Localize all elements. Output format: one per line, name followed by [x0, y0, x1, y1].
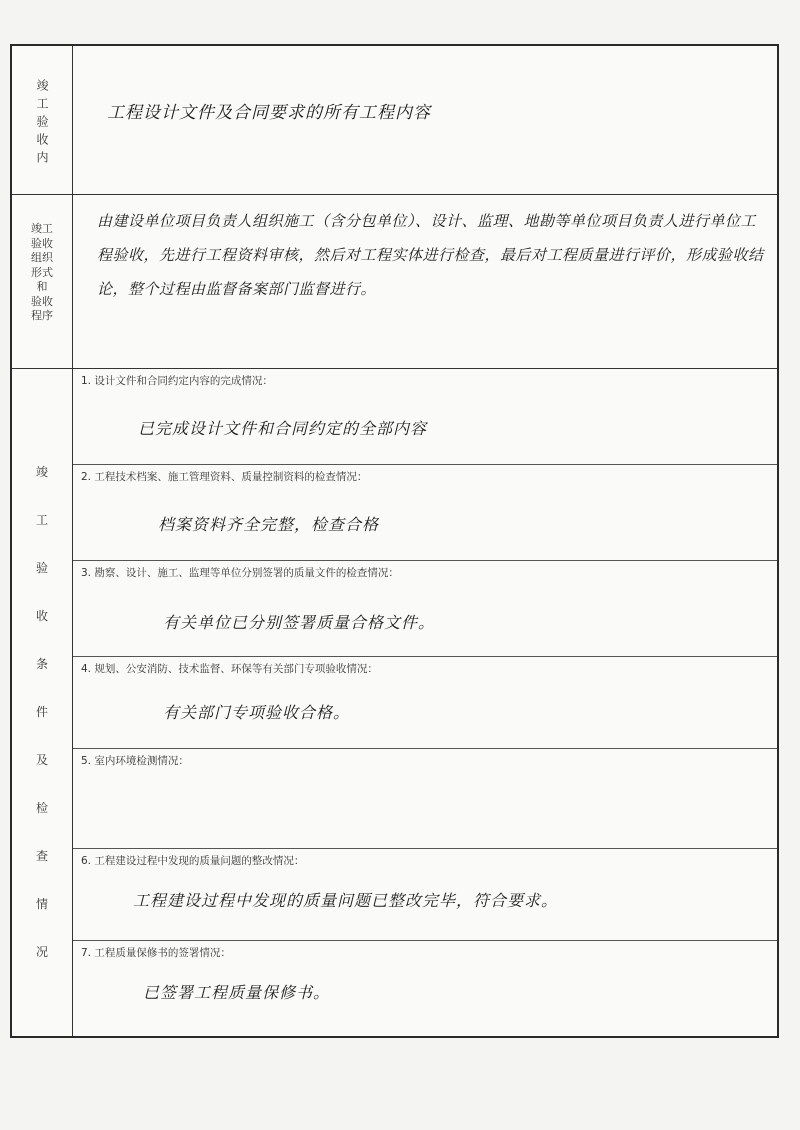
content-value: 工程设计文件及合同要求的所有工程内容 — [107, 103, 431, 123]
check-question: 1. 设计文件和合同约定内容的完成情况： — [81, 375, 273, 387]
check-question: 2. 工程技术档案、施工管理资料、质量控制资料的检查情况： — [81, 471, 368, 483]
check-question: 7. 工程质量保修书的签署情况： — [81, 947, 231, 959]
check-item — [73, 464, 777, 561]
check-question: 3. 勘察、设计、施工、监理等单位分别签署的质量文件的检查情况： — [81, 567, 399, 579]
check-item — [73, 848, 777, 941]
content-label: 竣工验收内 — [35, 79, 49, 169]
check-item — [73, 560, 777, 657]
check-question: 4. 规划、公安消防、技术监督、环保等有关部门专项验收情况： — [81, 663, 378, 675]
conditions-label-cell — [12, 368, 73, 1036]
acceptance-form — [10, 44, 779, 1038]
content-row — [12, 46, 777, 195]
content-label-cell — [12, 46, 73, 194]
check-question: 6. 工程建设过程中发现的质量问题的整改情况： — [81, 855, 305, 867]
check-item — [73, 368, 777, 465]
conditions-label: 竣 工 验 收 条 件 及 检 查 情 况 — [35, 465, 48, 959]
check-answer: 档案资料齐全完整，检查合格 — [158, 515, 380, 534]
org-value: 由建设单位项目负责人组织施工（含分包单位）、设计、监理、地勘等单位项目负责人进行单位工程验收，先进行工程资料审核，然后对工程实体进行检查，最后对工程质量进行评价，形成验收结论，整个过程由监督备案部门监督进行。 — [97, 212, 764, 298]
check-item — [73, 748, 777, 849]
check-question: 5. 室内环境检测情况： — [81, 755, 189, 767]
check-answer: 工程建设过程中发现的质量问题已整改完毕，符合要求。 — [133, 891, 559, 910]
check-answer: 已完成设计文件和合同约定的全部内容 — [138, 419, 428, 438]
check-item — [73, 656, 777, 749]
check-answer: 有关单位已分别签署质量合格文件。 — [163, 613, 436, 632]
org-label-cell — [12, 194, 73, 368]
conditions-row — [12, 368, 777, 1036]
org-row — [12, 194, 777, 369]
check-answer: 已签署工程质量保修书。 — [143, 983, 331, 1002]
check-item — [73, 940, 777, 1036]
org-label: 竣工 验收 组织 形式 和 验收 程序 — [31, 222, 53, 322]
check-answer: 有关部门专项验收合格。 — [163, 703, 351, 722]
